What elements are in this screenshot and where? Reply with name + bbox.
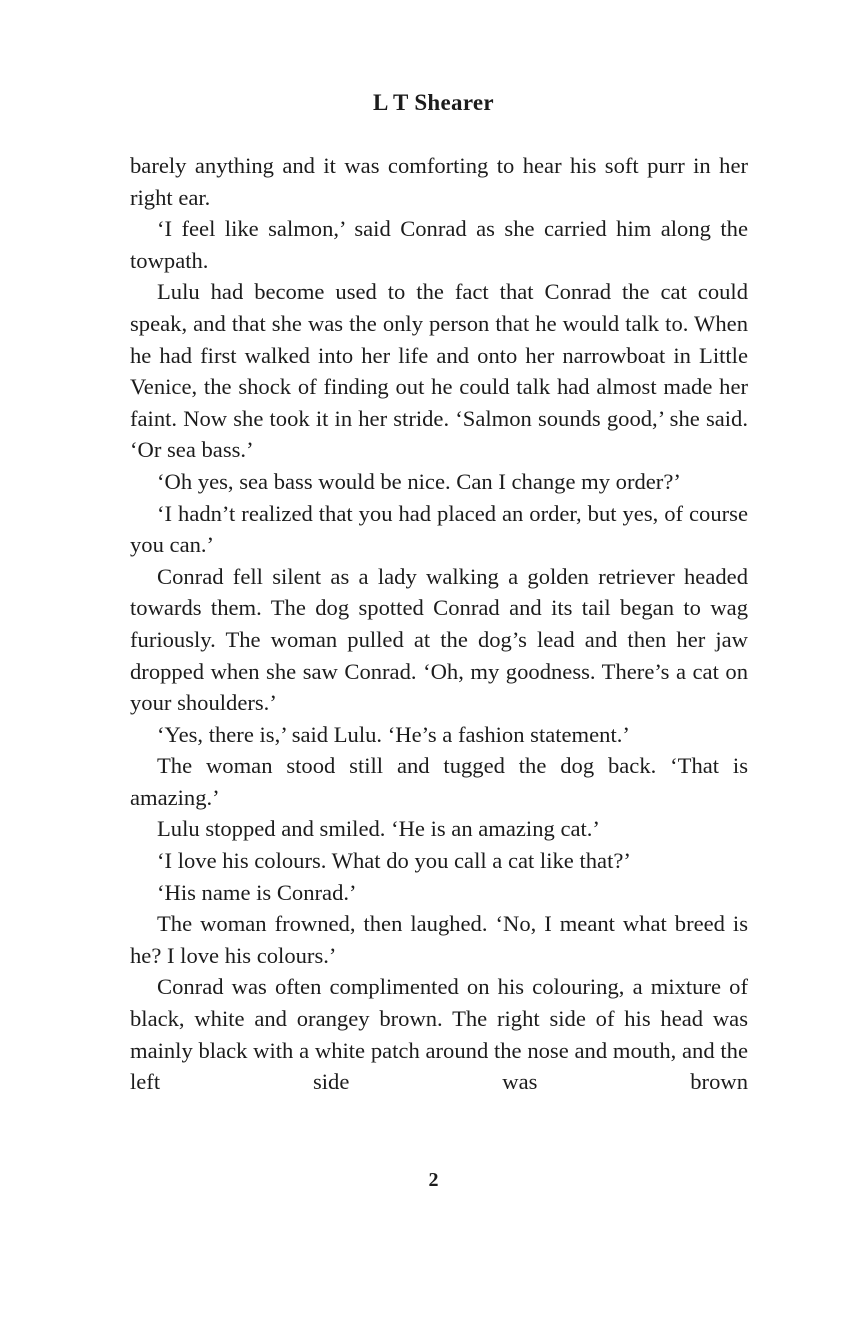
paragraph: ‘I feel like salmon,’ said Conrad as she carried him along the towpath.	[130, 216, 748, 273]
paragraph: ‘I love his colours. What do you call a cat like that?’	[157, 848, 631, 874]
paragraph: Lulu had become used to the fact that Conrad the cat could speak, and that she was the only person that he would talk to. When he had first walked into her life and onto her narrowboat in Little Venice, the shock of finding out he could talk had almost made her faint. Now she took it in her stride. ‘Salmon sounds good,’ she said. ‘Or sea bass.’	[130, 279, 748, 463]
running-head-author: L T Shearer	[373, 90, 494, 115]
paragraph: Lulu stopped and smiled. ‘He is an amazing cat.’	[157, 816, 600, 842]
paragraph: Conrad fell silent as a lady walking a golden retriever headed towards them. The dog spotted Conrad and its tail began to wag furiously. The woman pulled at the dog’s lead and then her jaw dropped when she saw Conrad. ‘Oh, my goodness. There’s a cat on your shoulders.’	[130, 563, 748, 716]
paragraph: ‘I hadn’t realized that you had placed an order, but yes, of course you can.’	[130, 500, 748, 558]
body-text	[130, 150, 748, 1098]
paragraph: The woman stood still and tugged the dog back. ‘That is amazing.’	[130, 753, 748, 810]
paragraph: Conrad was often complimented on his colouring, a mixture of black, white and orangey brown. The right side of his head was mainly black with a white patch around the nose and mouth, and the left side was brown	[130, 974, 748, 1095]
paragraph: ‘Oh yes, sea bass would be nice. Can I change my order?’	[157, 468, 681, 494]
page-number: 2	[428, 1169, 439, 1191]
paragraph: ‘Yes, there is,’ said Lulu. ‘He’s a fashion statement.’	[157, 721, 630, 747]
paragraph: barely anything and it was comforting to hear his soft purr in her right ear.	[130, 153, 748, 210]
paragraph: ‘His name is Conrad.’	[157, 879, 357, 905]
paragraph: The woman frowned, then laughed. ‘No, I meant what breed is he? I love his colours.’	[130, 911, 748, 968]
